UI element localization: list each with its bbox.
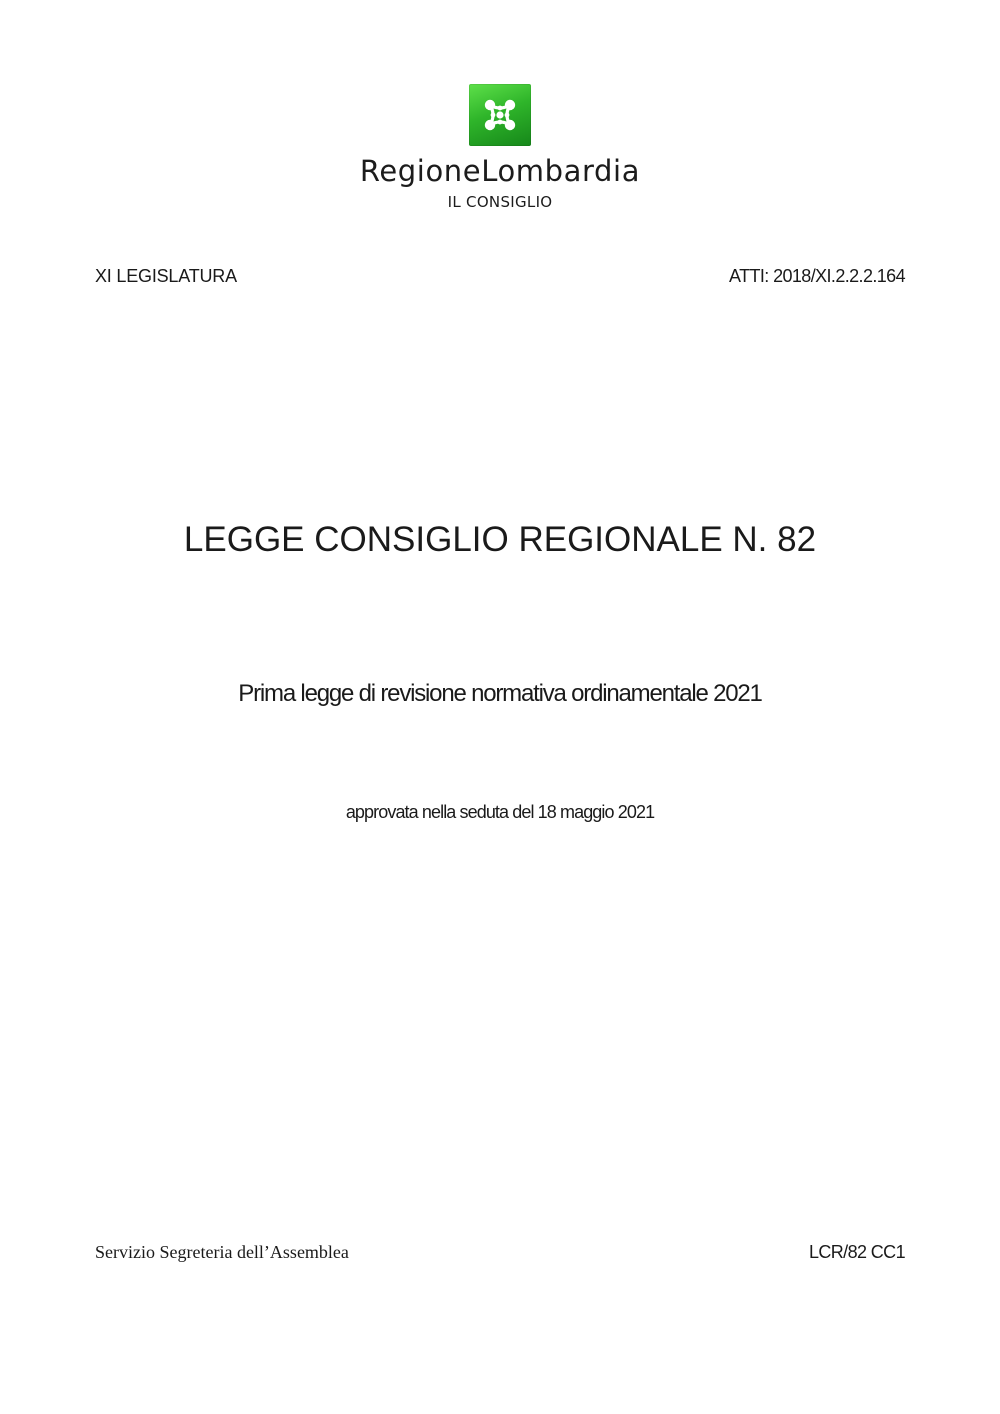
footer-code: LCR/82 CC1 xyxy=(808,1242,905,1262)
footer-service: Servizio Segreteria dell’Assemblea xyxy=(95,1242,349,1262)
acts-reference: ATTI: 2018/XI.2.2.2.164 xyxy=(729,266,905,286)
document-title: LEGGE CONSIGLIO REGIONALE N. 82 xyxy=(183,520,817,559)
document-subtitle: Prima legge di revisione normativa ordinamentale 2021 xyxy=(238,680,762,707)
approval-date: approvata nella seduta del 18 maggio 2021 xyxy=(345,802,655,822)
logo-wordmark xyxy=(0,153,1000,189)
legislature-label: XI LEGISLATURA xyxy=(95,266,237,286)
rosa-camuna-icon-shape xyxy=(469,84,531,146)
logo-wordmark-lombardia: Lombardia xyxy=(481,154,641,188)
logo-wordmark-regione: Regione xyxy=(359,154,482,188)
logo-subtitle: IL CONSIGLIO xyxy=(447,193,553,211)
rosa-camuna-icon xyxy=(469,84,531,146)
